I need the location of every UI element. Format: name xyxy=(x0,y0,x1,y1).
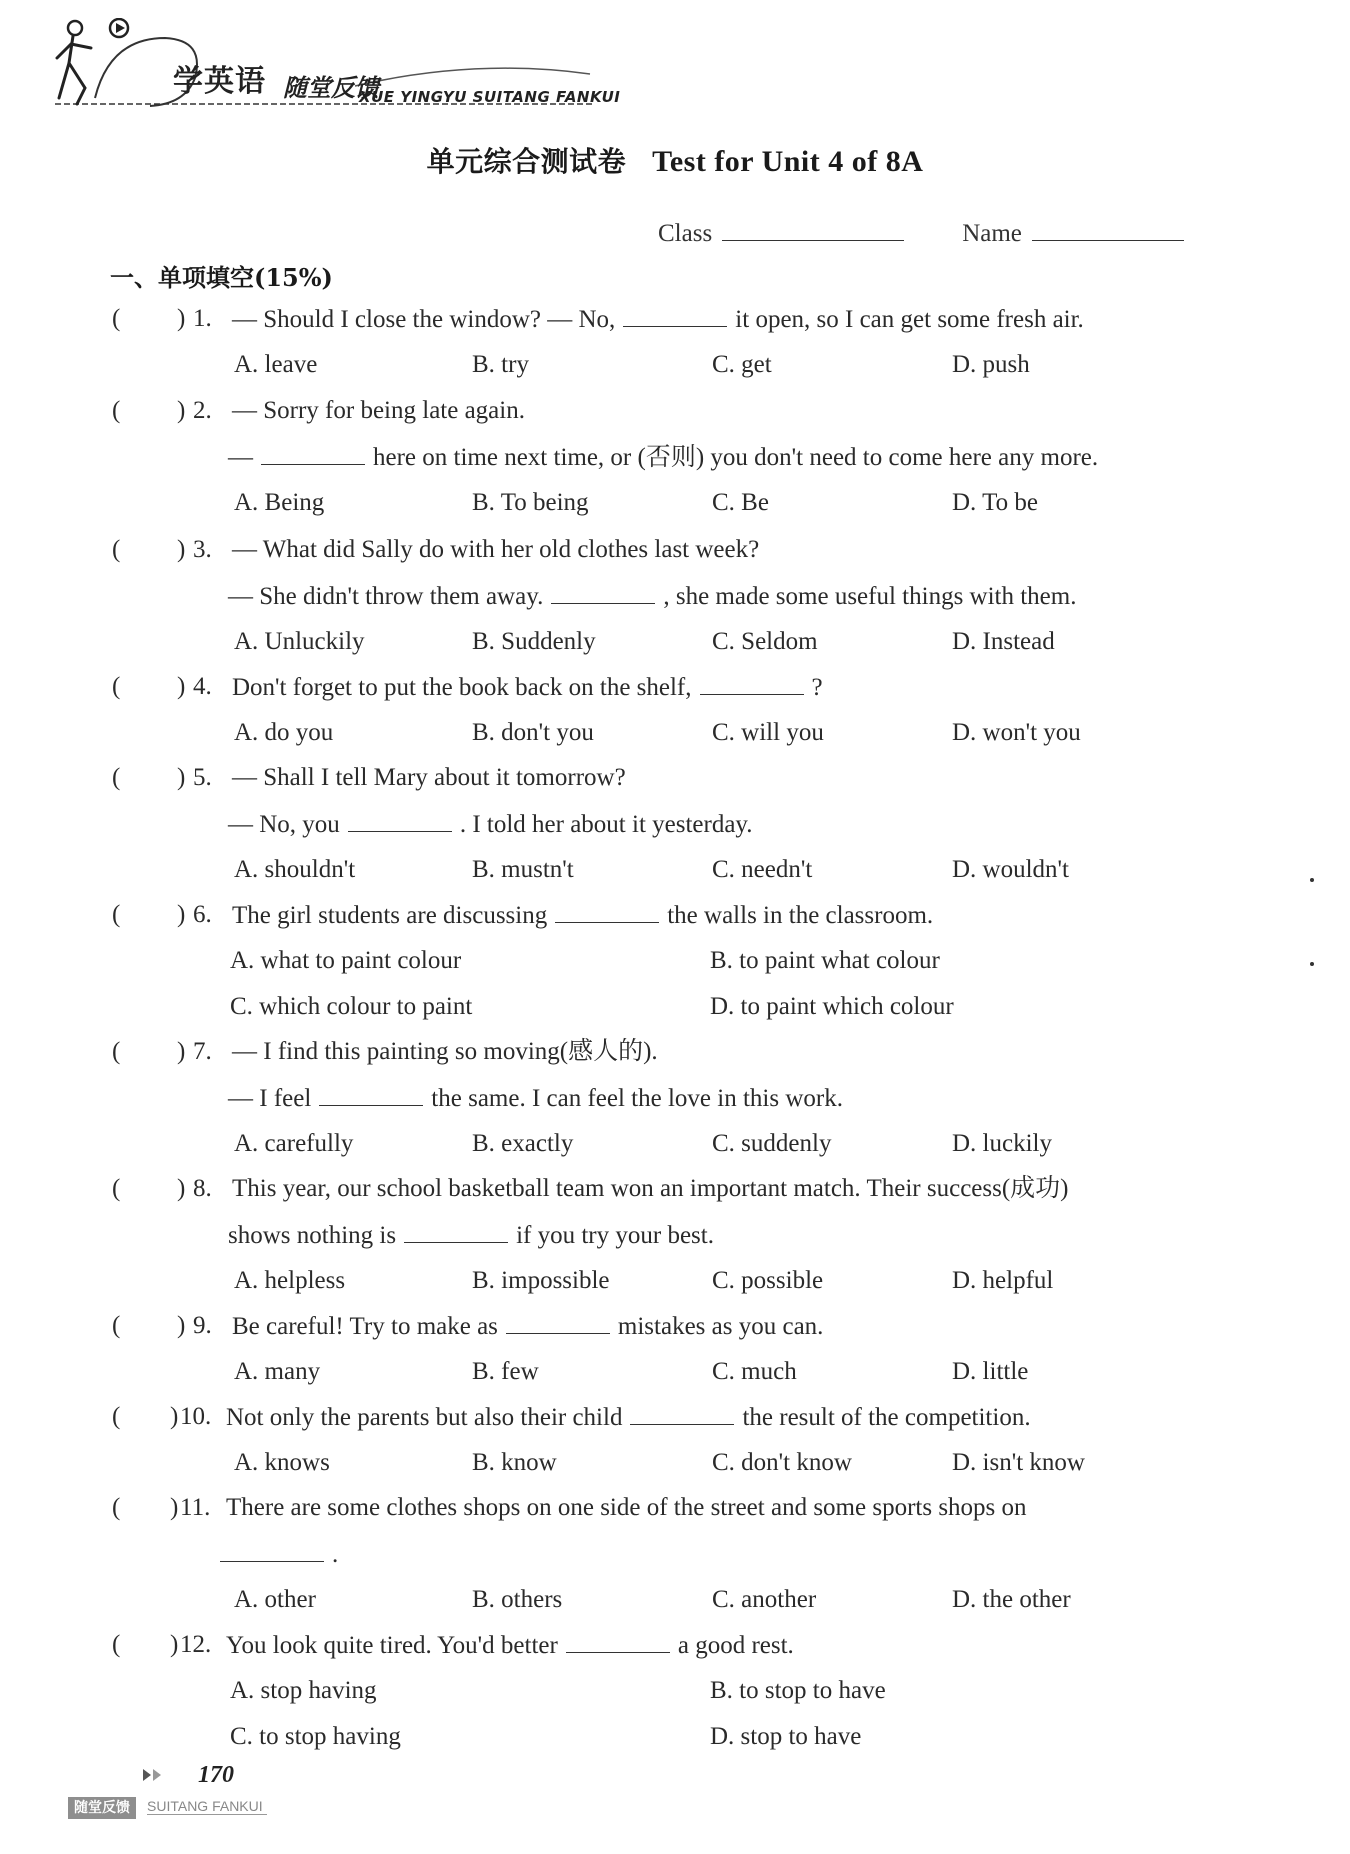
answer-paren-open[interactable]: ( xyxy=(112,1038,121,1065)
question-stem: — Sorry for being late again. xyxy=(232,397,525,424)
class-name-form xyxy=(658,212,1184,248)
option-c[interactable]: C. needn't xyxy=(712,856,813,883)
question-9: ( ) 9. Be careful! Try to make as mistakes as you can. A. many B. few C. much D. little xyxy=(0,1303,1350,1395)
question-cont: — She didn't throw them away. xyxy=(228,583,544,610)
page-title xyxy=(0,140,1350,180)
answer-paren-open[interactable]: ( xyxy=(112,1312,121,1339)
question-stem-end: ? xyxy=(811,674,823,701)
option-a[interactable]: A. carefully xyxy=(234,1130,354,1157)
name-field[interactable] xyxy=(1032,212,1184,241)
question-8: ( ) 8. This year, our school basketball team won an important match. Their success(成功) shows nothing is if you try your best. A. helpless B. impossible C. possible D. helpful xyxy=(0,1166,1350,1304)
question-stem: Don't forget to put the book back on the shelf, xyxy=(232,674,692,701)
answer-blank[interactable] xyxy=(551,573,655,604)
option-c[interactable]: C. to stop having xyxy=(230,1723,401,1750)
question-stem-end: the walls in the classroom. xyxy=(667,902,934,929)
answer-blank[interactable] xyxy=(220,1531,324,1562)
answer-paren-open[interactable]: ( xyxy=(112,1494,121,1521)
option-c[interactable]: C. another xyxy=(712,1586,817,1613)
answer-paren-open[interactable]: ( xyxy=(112,764,121,791)
answer-paren-open[interactable]: ( xyxy=(112,536,121,563)
header-banner xyxy=(55,18,655,113)
answer-blank[interactable] xyxy=(555,892,659,923)
answer-blank[interactable] xyxy=(623,296,727,327)
question-10: ( ) 10. Not only the parents but also their child the result of the competition. A. knows B. know C. don't know D. isn't know xyxy=(0,1394,1350,1486)
answer-blank[interactable] xyxy=(261,434,365,465)
question-number: 6. xyxy=(193,901,212,928)
name-label: Name xyxy=(962,220,1022,247)
class-label: Class xyxy=(658,220,713,247)
question-2: ( ) 2. — Sorry for being late again. — here on time next time, or (否则) you don't need to come here any more. A. Being B. To being C. Be D. To be xyxy=(0,388,1350,526)
answer-blank[interactable] xyxy=(404,1212,508,1243)
option-c[interactable]: C. don't know xyxy=(712,1449,852,1476)
question-number: 9. xyxy=(193,1312,212,1339)
footer-tag: 随堂反馈 xyxy=(68,1797,136,1819)
question-stem: The girl students are discussing xyxy=(232,902,548,929)
option-b[interactable]: B. impossible xyxy=(472,1267,610,1294)
option-d[interactable]: D. Instead xyxy=(952,628,1055,655)
option-d[interactable]: D. To be xyxy=(952,489,1038,516)
question-stem-end: a good rest. xyxy=(677,1632,794,1659)
brand-title-cn: 学英语 xyxy=(173,64,266,99)
question-number: 12. xyxy=(180,1631,212,1658)
option-c[interactable]: C. Be xyxy=(712,489,769,516)
question-cont-end: if you try your best. xyxy=(516,1222,714,1249)
question-4: ( ) 4. Don't forget to put the book back on the shelf, ? A. do you B. don't you C. will you D. won't you xyxy=(0,664,1350,756)
option-b[interactable]: B. know xyxy=(472,1449,557,1476)
question-cont: — No, you xyxy=(228,811,340,838)
option-b[interactable]: B. try xyxy=(472,351,529,378)
question-number: 10. xyxy=(180,1403,212,1430)
brand-pinyin: XUE YINGYU SUITANG FANKUI xyxy=(359,88,621,106)
answer-paren-open[interactable]: ( xyxy=(112,397,121,424)
question-cont-end: here on time next time, or (否则) you don't need to come here any more. xyxy=(373,444,1099,471)
answer-blank[interactable] xyxy=(319,1075,423,1106)
option-c[interactable]: C. possible xyxy=(712,1267,824,1294)
answer-blank[interactable] xyxy=(506,1303,610,1334)
answer-blank[interactable] xyxy=(348,801,452,832)
answer-paren-open[interactable]: ( xyxy=(112,1175,121,1202)
question-cont-end: , she made some useful things with them. xyxy=(663,583,1077,610)
question-6: ( ) 6. The girl students are discussing the walls in the classroom. A. what to paint colour B. to paint what colour C. which colour to paint D. to paint which colour xyxy=(0,892,1350,1030)
option-a[interactable]: A. knows xyxy=(234,1449,330,1476)
option-c[interactable]: C. get xyxy=(712,351,772,378)
option-a[interactable]: A. many xyxy=(234,1358,321,1385)
option-d[interactable]: D. to paint which colour xyxy=(710,993,954,1020)
option-b[interactable]: B. others xyxy=(472,1586,563,1613)
question-cont-end: the same. I can feel the love in this work. xyxy=(431,1085,843,1112)
option-c[interactable]: C. Seldom xyxy=(712,628,818,655)
answer-blank[interactable] xyxy=(700,664,804,695)
question-number: 7. xyxy=(193,1038,212,1065)
question-1: ( ) 1. — Should I close the window? — No, it open, so I can get some fresh air. A. leave B. try C. get D. push xyxy=(0,296,1350,388)
question-number: 2. xyxy=(193,397,212,424)
option-c[interactable]: C. much xyxy=(712,1358,797,1385)
question-5: ( ) 5. — Shall I tell Mary about it tomorrow? — No, you . I told her about it yesterday. A. shouldn't B. mustn't C. needn't D. wouldn't xyxy=(0,755,1350,893)
option-a[interactable]: A. what to paint colour xyxy=(230,947,462,974)
answer-paren-open[interactable]: ( xyxy=(112,1631,121,1658)
question-stem: This year, our school basketball team won an important match. Their success(成功) xyxy=(232,1175,1069,1202)
option-b[interactable]: B. exactly xyxy=(472,1130,574,1157)
option-d[interactable]: D. little xyxy=(952,1358,1029,1385)
answer-blank[interactable] xyxy=(566,1622,670,1653)
brand-subtitle-cn: 随堂反馈 xyxy=(283,74,379,102)
question-stem-end: the result of the competition. xyxy=(742,1404,1031,1431)
title-en: Test for Unit 4 of 8A xyxy=(652,145,924,178)
option-a[interactable]: A. leave xyxy=(234,351,318,378)
option-b[interactable]: B. to paint what colour xyxy=(710,947,940,974)
option-b[interactable]: B. don't you xyxy=(472,719,594,746)
question-cont: shows nothing is xyxy=(228,1222,397,1249)
answer-blank[interactable] xyxy=(630,1394,734,1425)
option-d[interactable]: D. stop to have xyxy=(710,1723,862,1750)
margin-dot xyxy=(1310,878,1314,882)
question-cont-end: . xyxy=(332,1541,339,1568)
option-a[interactable]: A. shouldn't xyxy=(234,856,356,883)
option-d[interactable]: D. wouldn't xyxy=(952,856,1070,883)
question-number: 5. xyxy=(193,764,212,791)
question-cont: — I feel xyxy=(228,1085,312,1112)
margin-dot xyxy=(1310,962,1314,966)
page-number: 170 xyxy=(198,1762,234,1788)
option-b[interactable]: B. to stop to have xyxy=(710,1677,886,1704)
title-cn: 单元综合测试卷 xyxy=(426,145,627,178)
option-a[interactable]: A. other xyxy=(234,1586,316,1613)
question-12: ( ) 12. You look quite tired. You'd better a good rest. A. stop having B. to stop to have C. to stop having D. stop to have xyxy=(0,1622,1350,1760)
answer-paren-open[interactable]: ( xyxy=(112,1403,121,1430)
option-d[interactable]: D. isn't know xyxy=(952,1449,1085,1476)
question-stem: — I find this painting so moving(感人的). xyxy=(232,1038,658,1065)
option-b[interactable]: B. mustn't xyxy=(472,856,574,883)
question-stem-end: it open, so I can get some fresh air. xyxy=(735,306,1084,333)
footer-pinyin: SUITANG FANKUI xyxy=(147,1798,267,1815)
option-a[interactable]: A. do you xyxy=(234,719,334,746)
question-cont-end: . I told her about it yesterday. xyxy=(459,811,753,838)
option-b[interactable]: B. To being xyxy=(472,489,589,516)
question-number: 4. xyxy=(193,673,212,700)
question-stem: — Shall I tell Mary about it tomorrow? xyxy=(232,764,626,791)
option-a[interactable]: A. stop having xyxy=(230,1677,377,1704)
option-d[interactable]: D. luckily xyxy=(952,1130,1052,1157)
question-number: 11. xyxy=(180,1494,211,1521)
question-11: ( ) 11. There are some clothes shops on one side of the street and some sports shops on . A. other B. others C. another D. the other xyxy=(0,1485,1350,1623)
option-c[interactable]: C. which colour to paint xyxy=(230,993,473,1020)
question-7: ( ) 7. — I find this painting so moving(感人的). — I feel the same. I can feel the love in this work. A. carefully B. exactly C. suddenly D. luckily xyxy=(0,1029,1350,1167)
question-number: 8. xyxy=(193,1175,212,1202)
page-arrow-icon xyxy=(143,1768,167,1782)
question-stem-end: mistakes as you can. xyxy=(617,1313,824,1340)
question-number: 1. xyxy=(193,305,212,332)
option-d[interactable]: D. helpful xyxy=(952,1267,1054,1294)
class-field[interactable] xyxy=(722,212,904,241)
option-b[interactable]: B. Suddenly xyxy=(472,628,596,655)
question-3: ( ) 3. — What did Sally do with her old clothes last week? — She didn't throw them away. , she made some useful things with them. A. Unluckily B. Suddenly C. Seldom D. Instead xyxy=(0,527,1350,665)
option-c[interactable]: C. suddenly xyxy=(712,1130,832,1157)
option-d[interactable]: D. won't you xyxy=(952,719,1081,746)
option-d[interactable]: D. push xyxy=(952,351,1030,378)
question-stem: You look quite tired. You'd better xyxy=(226,1632,558,1659)
question-stem: Not only the parents but also their child xyxy=(226,1404,623,1431)
option-a[interactable]: A. helpless xyxy=(234,1267,346,1294)
question-stem: — Should I close the window? — No, xyxy=(232,306,616,333)
option-a[interactable]: A. Unluckily xyxy=(234,628,365,655)
option-a[interactable]: A. Being xyxy=(234,489,325,516)
question-number: 3. xyxy=(193,536,212,563)
section-heading: 一、单项填空(15%) xyxy=(110,263,333,292)
answer-paren-open[interactable]: ( xyxy=(112,673,121,700)
question-stem: Be careful! Try to make as xyxy=(232,1313,498,1340)
question-stem: — What did Sally do with her old clothes last week? xyxy=(232,536,760,563)
option-b[interactable]: B. few xyxy=(472,1358,539,1385)
option-c[interactable]: C. will you xyxy=(712,719,824,746)
answer-paren-open[interactable]: ( xyxy=(112,901,121,928)
question-stem: There are some clothes shops on one side of the street and some sports shops on xyxy=(226,1494,1027,1521)
option-d[interactable]: D. the other xyxy=(952,1586,1071,1613)
question-cont: — xyxy=(228,444,253,471)
answer-paren-open[interactable]: ( xyxy=(112,305,121,332)
